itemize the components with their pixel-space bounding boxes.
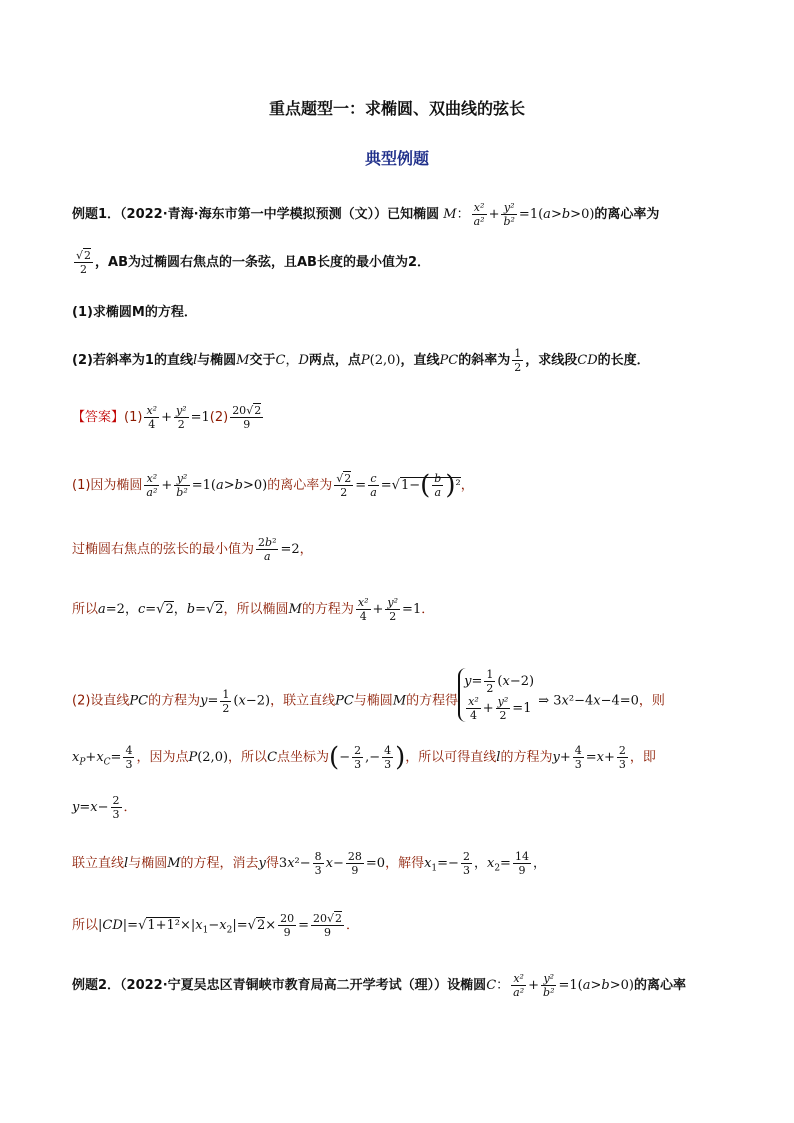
example1-label: 例题1． <box>72 207 121 222</box>
ellipse-equation: M <box>443 207 457 222</box>
example1-statement-line1: 例题1．（2022·青海·海东市第一中学模拟预测（文））已知椭圆 M： $\frac{\text{x²}}{\text{a²}}$ + $\frac{\text{y²}}{\text{b²}}$ =1(a>b>0)的离心率为 <box>72 201 660 228</box>
page-title: 重点题型一：求椭圆、双曲线的弦长 <box>268 99 525 118</box>
solution-line2: 过椭圆右焦点的弦长的最小值为 $\frac{\text{2b²}}{a}$ =2， <box>72 536 313 563</box>
example1-source: （2022·青海·海东市第一中学模拟预测（文）） <box>120 207 388 222</box>
solution-line7: 联立直线l与椭圆M的方程，消去y得3x²− $\frac{8}{3}$ x− $\frac{28}{9}$ =0，解得$x_1=-$ $\frac{2}{3}$ ，$x_2=$ $\frac{14}{9}$ ， <box>72 850 546 877</box>
solution-line3: 所以a=2，c=√2，b=√2，所以椭圆M的方程为 $\frac{\text{x²}}{4}$ + $\frac{\text{y²}}{2}$ =1． <box>72 596 435 623</box>
example2-statement: 例题2．（2022·宁夏吴忠区青铜峡市教育局高二开学考试（理））设椭圆C： $\frac{\text{x²}}{\text{a²}}$ + $\frac{\text{y²}}{\text{b²}}$ =1(a>b>0)的离心率 <box>72 972 686 999</box>
example1-question2: (2)若斜率为1的直线l与椭圆M交于C，D两点，点P(2,0)，直线PC的斜率为 $\frac{1}{2}$ ，求线段CD的长度． <box>72 347 650 374</box>
solution-line8: 所以$|CD|=√1+1^2\times|x_1-x_2|=√2\times$ $\frac{20}{9}$ = $\frac{20√2}{9}$ ． <box>72 912 360 939</box>
example2-source: （2022·宁夏吴忠区青铜峡市教育局高二开学考试（理）） <box>120 978 448 993</box>
example2-label: 例题2． <box>72 978 121 993</box>
solution-line4: (2)设直线PC的方程为y= $\frac{1}{2}$ (x−2)，联立直线PC与椭圆M的方程得y= $\frac{1}{2}$ (x−2) $\frac{\text{x²}}{4}$ + $\frac{\text{y²}}{2}$ =1 ⇒ 3x²−4x−4=0，则 <box>72 668 665 722</box>
section-subtitle: 典型例题 <box>364 149 429 168</box>
solution-line6: y=x− $\frac{2}{3}$ ． <box>72 794 137 821</box>
example1-statement-line2: $\frac{√2}{2}$ ，AB为过椭圆右焦点的一条弦，且AB长度的最小值为2． <box>76 249 431 276</box>
answer-label: 【答案】 <box>72 410 125 425</box>
answer-line: 【答案】(1) $\frac{\text{x²}}{4}$ + $\frac{\text{y²}}{2}$ =1(2) $\frac{20√2}{9}$ <box>72 404 262 431</box>
solution-line5: $x_P+x_C=$ $\frac{4}{3}$ ，因为点P(2,0)，所以C点坐标为(− $\frac{2}{3}$ ,− $\frac{4}{3}$ )，所以可得直线l的方程为y+ $\frac{4}{3}$ =x+ $\frac{2}{3}$ ，即 <box>72 742 656 773</box>
example1-question1: (1)求椭圆M的方程． <box>72 305 197 320</box>
solution-line1: (1)因为椭圆 $\frac{\text{x²}}{\text{a²}}$ + $\frac{\text{y²}}{\text{b²}}$ =1(a>b>0)的离心率为 $\frac{√2}{2}$ = $\frac{c}{a}$ =√1−( $\frac{b}{a}$ )²， <box>72 470 474 501</box>
